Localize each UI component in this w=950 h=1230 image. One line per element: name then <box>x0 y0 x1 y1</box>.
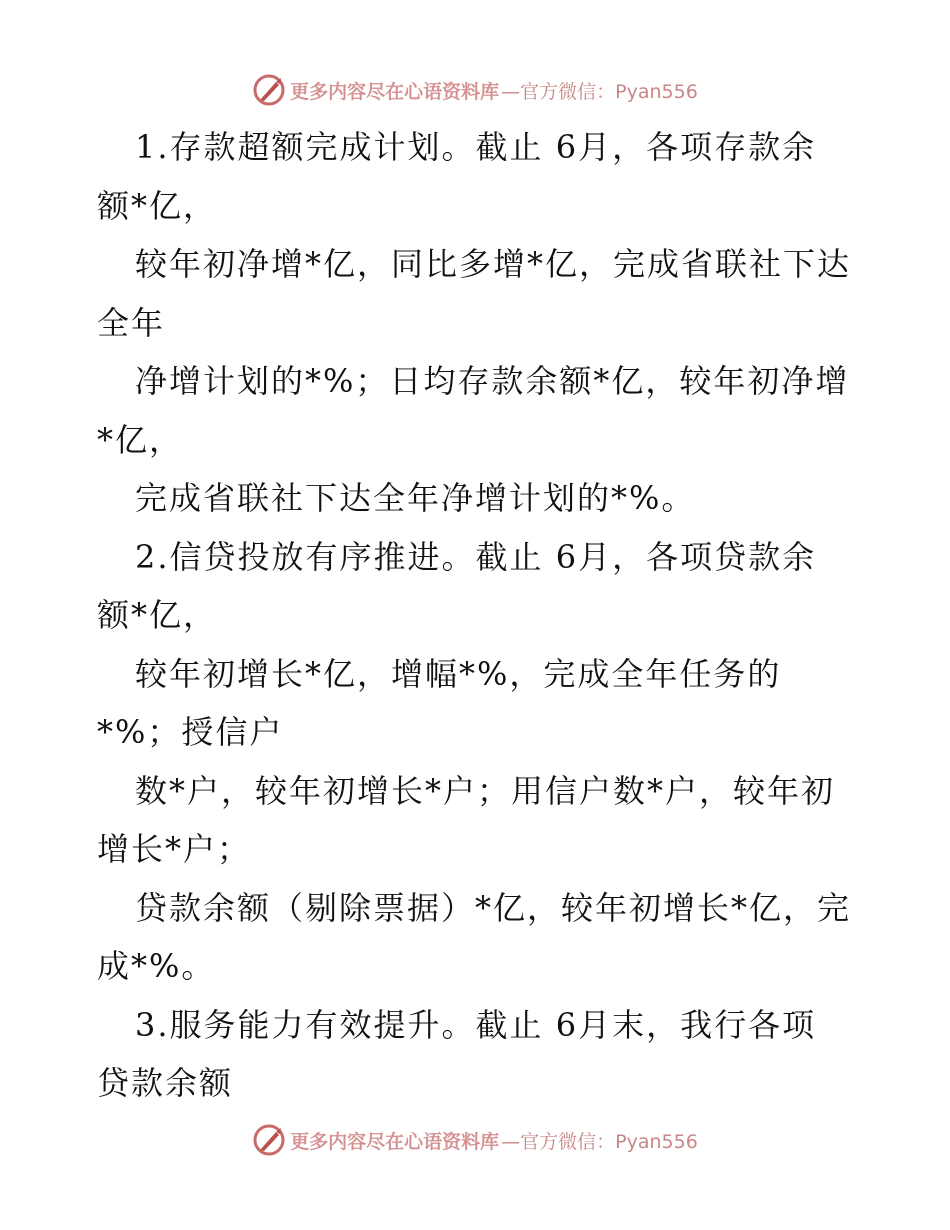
text-line: 额*亿， <box>97 596 218 634</box>
text-line: 贷款余额（剔除票据）*亿，较年初增长*亿，完 <box>135 888 852 927</box>
text-line: 1.存款超额完成计划。截止 6月，各项存款余 <box>135 128 817 166</box>
text-line: 额*亿， <box>97 186 218 225</box>
text-line: 贷款余额 <box>97 1064 234 1102</box>
footer-watermark-banner <box>0 1120 950 1160</box>
text-line: 较年初净增*亿，同比多增*亿，完成省联社下达 <box>135 245 852 283</box>
document-body <box>97 118 867 1113</box>
feather-pen-logo-icon <box>252 1123 286 1157</box>
banner-brand-text: 更多内容尽在心语资料库 <box>290 80 500 103</box>
text-line: 成*%。 <box>97 947 216 985</box>
text-line: 2.信贷投放有序推进。截止 6月，各项贷款余 <box>135 537 817 576</box>
text-line: 净增计划的*%；日均存款余额*亿，较年初净增 <box>135 362 850 400</box>
text-line: 3.服务能力有效提升。截止 6月末，我行各项 <box>135 1005 817 1044</box>
text-line: 全年 <box>97 303 166 342</box>
text-line: 增长*户； <box>97 830 252 868</box>
header-watermark-banner <box>0 70 950 110</box>
text-line: 较年初增长*亿，增幅*%，完成全年任务的 <box>135 654 782 693</box>
banner-brand-text: 更多内容尽在心语资料库 <box>290 1130 500 1153</box>
banner-contact-text: —官方微信：Pyan556 <box>501 1130 698 1153</box>
feather-pen-logo-icon <box>252 73 286 107</box>
text-line: 完成省联社下达全年净增计划的*%。 <box>135 479 696 517</box>
text-line: 数*户，较年初增长*户；用信户数*户，较年初 <box>135 771 836 810</box>
banner-contact-text: —官方微信：Pyan556 <box>501 80 698 103</box>
text-line: *亿， <box>97 420 184 459</box>
text-line: *%；授信户 <box>97 713 284 751</box>
